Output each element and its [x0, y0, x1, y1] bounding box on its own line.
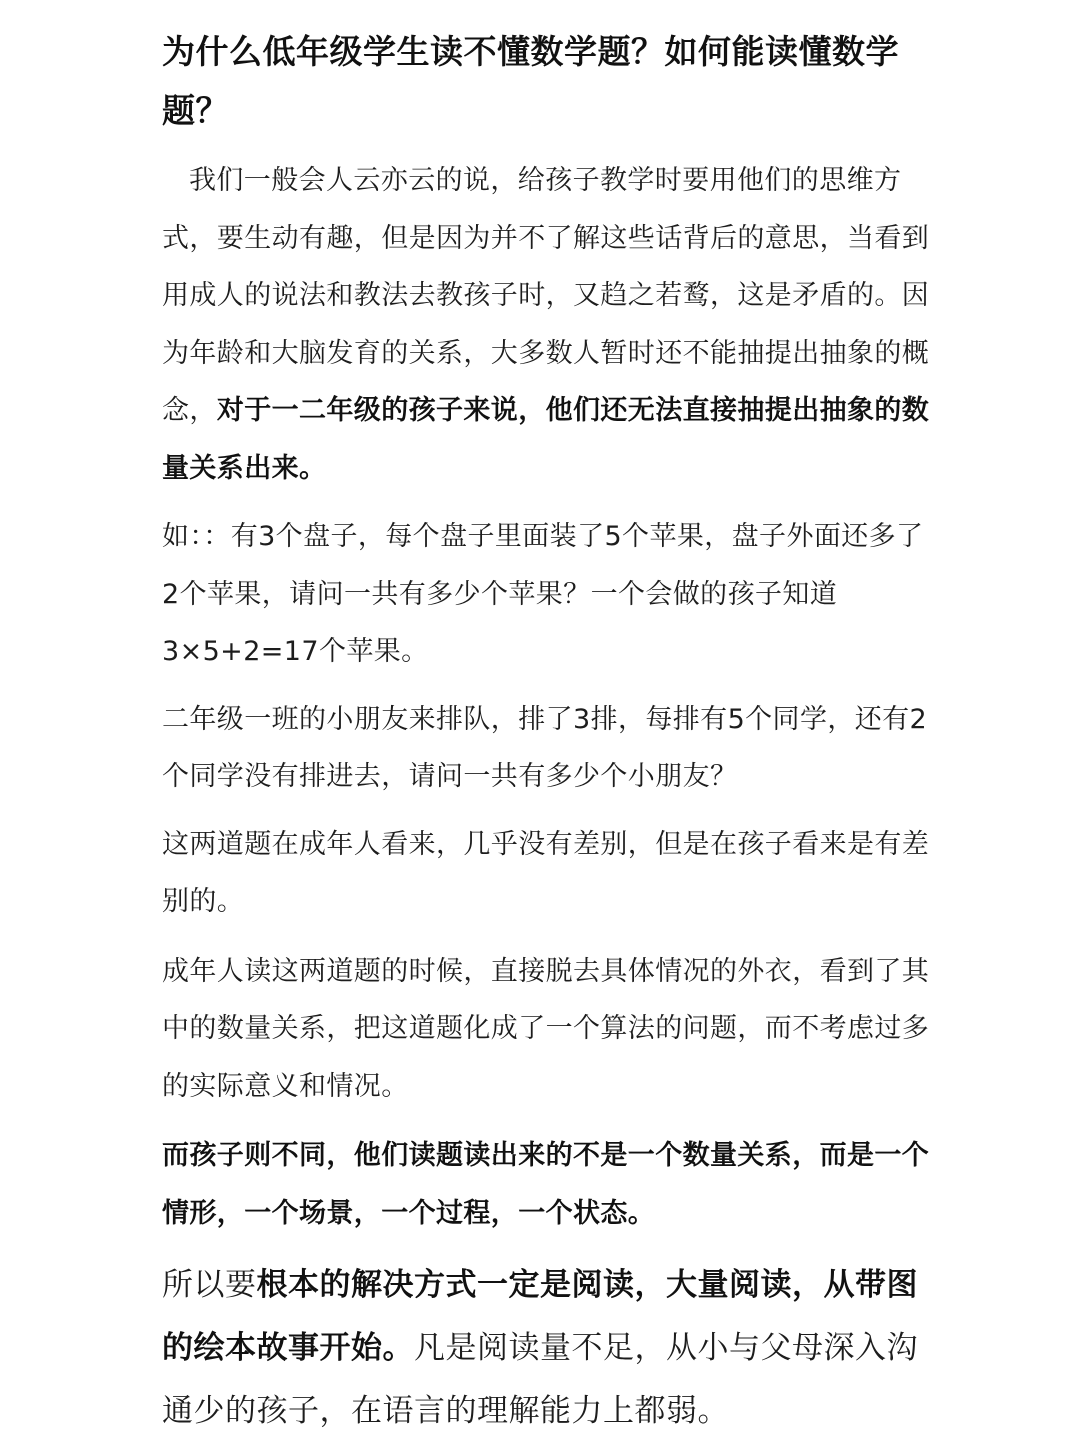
paragraph-intro — [162, 152, 932, 497]
paragraph-conclusion-emphasis: 根本的解决方式一定是阅读，大量阅读，从带图的绘本故事开始。 — [162, 1267, 918, 1366]
paragraph-conclusion-lead: 所以要 — [162, 1267, 257, 1303]
paragraph-comparison: 这两道题在成年人看来，几乎没有差别，但是在孩子看来是有差别的。 — [162, 828, 930, 917]
paragraph-child-reading: 而孩子则不同，他们读题读出来的不是一个数量关系，而是一个情形，一个场景，一个过程，一个状态。 — [162, 1140, 930, 1229]
paragraph-adult-reading: 成年人读这两道题的时候，直接脱去具体情况的外衣，看到了其中的数量关系，把这道题化成了一个算法的问题，而不考虑过多的实际意义和情况。 — [162, 955, 930, 1102]
paragraph-conclusion — [162, 1254, 932, 1443]
paragraph-intro-text: 我们一般会人云亦云的说，给孩子教学时要用他们的思维方式，要生动有趣，但是因为并不了解这些话背后的意思，当看到用成人的说法和教法去教孩子时，又趋之若鹜，这是矛盾的。因为年龄和大脑发育的关系，大多数人暂时还不能抽提出抽象的概念， — [162, 165, 930, 426]
paragraph-example-students: 二年级一班的小朋友来排队，排了3排，每排有5个同学，还有2个同学没有排进去，请问一共有多少个小朋友？ — [162, 703, 928, 792]
article-title: 为什么低年级学生读不懂数学题？如何能读懂数学题？ — [162, 32, 899, 130]
paragraph-intro-emphasis: 对于一二年级的孩子来说，他们还无法直接抽提出抽象的数量关系出来。 — [162, 395, 930, 484]
paragraph-conclusion-tail: 凡是阅读量不足，从小与父母深入沟通少的孩子，在语言的理解能力上都弱。 — [162, 1330, 918, 1429]
article — [162, 22, 932, 1443]
paragraph-example-apples: 如：：有3个盘子，每个盘子里面装了5个苹果，盘子外面还多了2个苹果，请问一共有多少个苹果？一个会做的孩子知道 3×5+2=17个苹果。 — [162, 521, 924, 667]
